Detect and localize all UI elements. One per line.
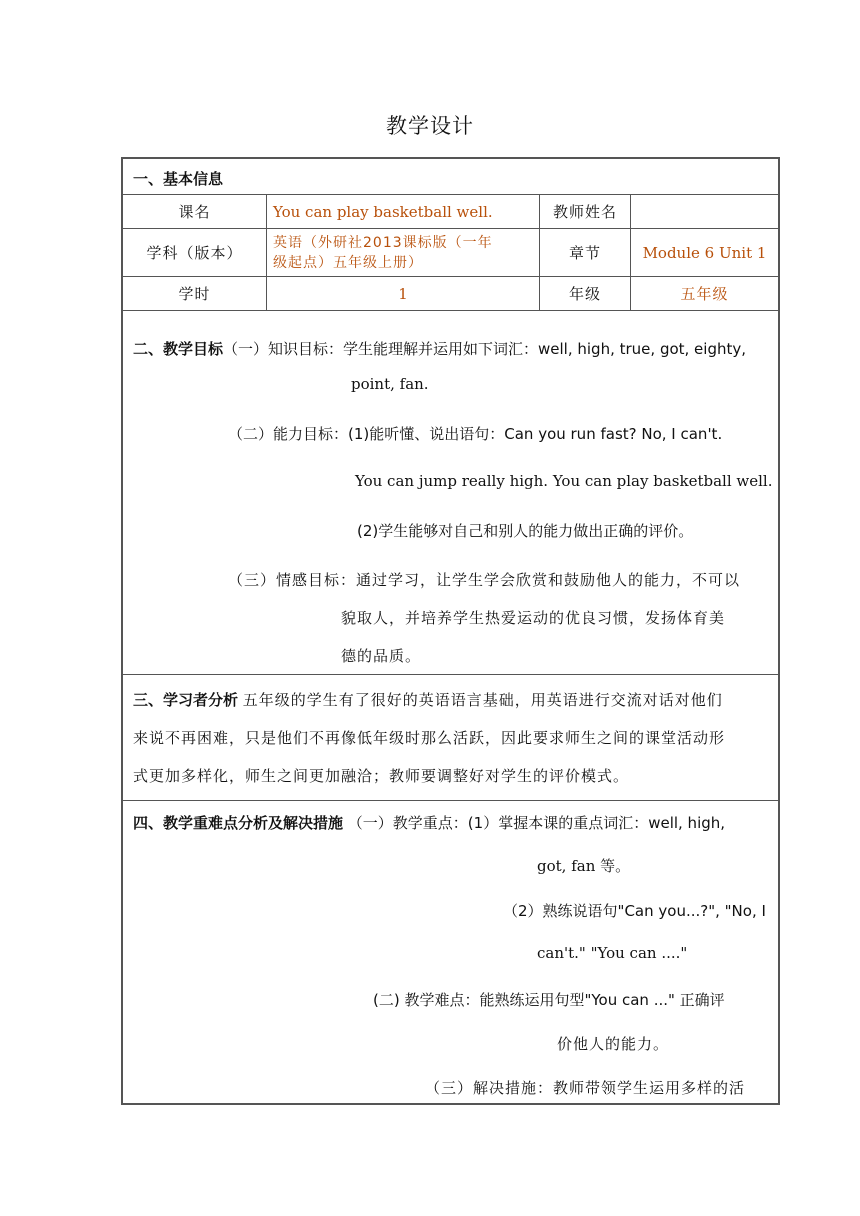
key-point-line: （一）教学重点：(1）掌握本课的重点词汇：well, high,	[347, 814, 726, 832]
chapter-label: 章节	[540, 229, 631, 276]
table-row	[123, 195, 778, 229]
teacher-value	[631, 195, 778, 228]
key-point-line: got, fan 等。	[537, 857, 631, 875]
chapter-value: Module 6 Unit 1	[642, 243, 767, 262]
objective-line: （二）能力目标：(1)能听懂、说出语句：Can you run fast? No, I can't.	[228, 425, 723, 443]
table-row	[123, 229, 778, 277]
objective-line: 貌取人，并培养学生热爱运动的优良习惯，发扬体育美	[341, 609, 726, 627]
section-1-heading: 一、基本信息	[133, 170, 224, 188]
course-value: You can play basketball well.	[267, 195, 540, 228]
grade-label: 年级	[540, 277, 631, 310]
key-point-line: 价他人的能力。	[557, 1035, 670, 1053]
objective-line: （三）情感目标：通过学习，让学生学会欣赏和鼓励他人的能力，不可以	[228, 571, 741, 589]
objective-line: （一）知识目标：学生能理解并运用如下词汇：well, high, true, got, eighty,	[223, 340, 747, 358]
section-3-learner-analysis	[123, 675, 778, 801]
objective-line: point, fan.	[351, 375, 429, 393]
section-3-first-line	[133, 689, 723, 710]
objective-line: You can jump really high. You can play basketball well.	[355, 472, 773, 490]
grade-value: 五年级	[680, 285, 729, 303]
section-3-heading: 三、学习者分析	[133, 691, 239, 709]
key-point-line: (二) 教学难点：能熟练运用句型"You can ..." 正确评	[373, 991, 725, 1009]
subject-value-line-2: 级起点）五年级上册）	[273, 254, 423, 271]
analysis-line: 式更加多样化，师生之间更加融洽；教师要调整好对学生的评价模式。	[133, 767, 630, 785]
objective-line: 德的品质。	[341, 647, 422, 665]
hours-label: 学时	[123, 277, 267, 310]
lesson-plan-table	[121, 157, 780, 1105]
section-2-first-line	[133, 338, 746, 359]
page-title: 教学设计	[386, 114, 474, 138]
teacher-label: 教师姓名	[540, 195, 631, 228]
section-1-header-row	[123, 159, 778, 195]
section-2-heading: 二、教学目标	[133, 340, 224, 358]
table-row	[123, 277, 778, 311]
analysis-line: 来说不再困难，只是他们不再像低年级时那么活跃，因此要求师生之间的课堂活动形	[133, 729, 726, 747]
section-4-heading: 四、教学重难点分析及解决措施	[133, 814, 344, 832]
subject-value-line-1: 英语（外研社2013课标版（一年	[273, 234, 493, 251]
objective-line: (2)学生能够对自己和别人的能力做出正确的评价。	[357, 522, 694, 540]
key-point-line: （三）解决措施：教师带领学生运用多样的活	[425, 1079, 746, 1097]
subject-value	[267, 229, 540, 276]
section-2-objectives	[123, 311, 778, 675]
subject-label: 学科（版本）	[123, 229, 267, 276]
section-4-first-line	[133, 812, 725, 833]
course-label: 课名	[123, 195, 267, 228]
analysis-line: 五年级的学生有了很好的英语语言基础，用英语进行交流对话对他们	[242, 691, 723, 709]
section-4-key-points	[123, 801, 778, 1105]
hours-value: 1	[267, 277, 540, 310]
key-point-line: （2）熟练说语句"Can you...?", "No, I	[503, 902, 766, 920]
key-point-line: can't." "You can ...."	[537, 944, 688, 962]
